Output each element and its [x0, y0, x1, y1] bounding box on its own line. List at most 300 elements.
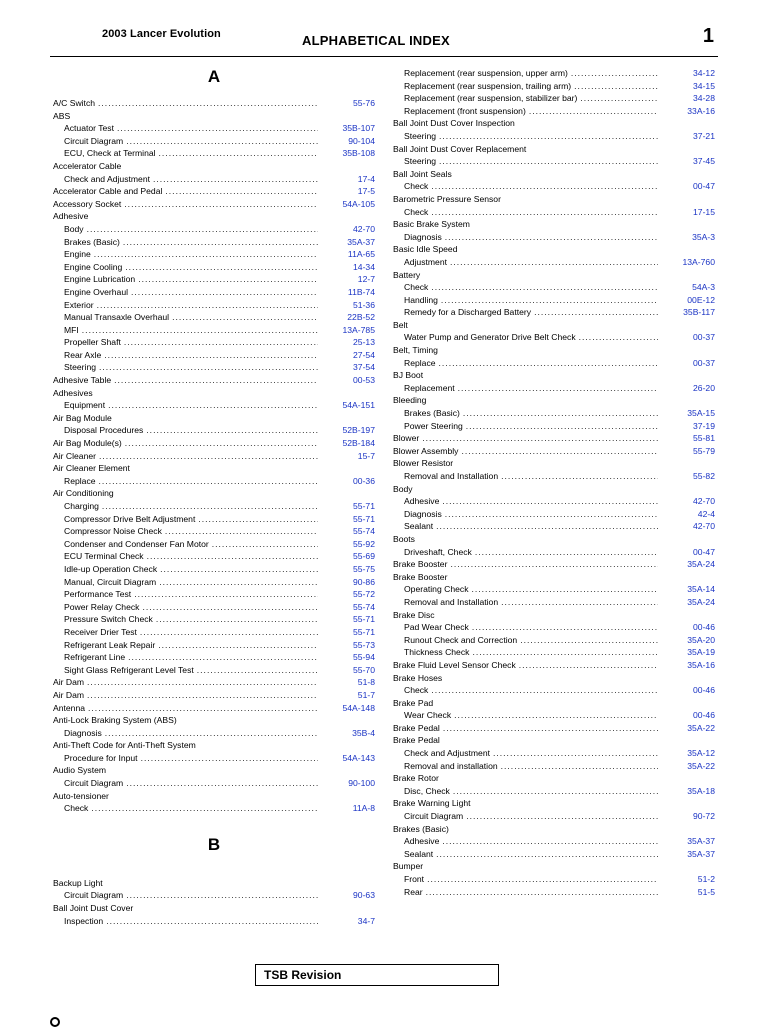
index-subentry: [393, 420, 715, 433]
index-subentry: [53, 727, 375, 740]
entry-label: Replace: [64, 475, 96, 486]
dot-leader: [463, 407, 658, 420]
dot-leader: [165, 525, 318, 538]
index-subentry: [53, 752, 375, 765]
page-reference-link[interactable]: 55-71: [353, 614, 375, 625]
dot-leader: [198, 513, 318, 526]
entry-label: Check: [404, 181, 429, 192]
index-entry: [53, 374, 375, 387]
page-reference-link[interactable]: 90-72: [693, 811, 715, 822]
entry-label: Steering: [404, 130, 437, 141]
index-subentry: [393, 306, 715, 319]
page-reference-link[interactable]: 42-70: [353, 223, 375, 234]
dot-leader: [450, 256, 658, 269]
index-subentry: [53, 248, 375, 261]
index-entry: [393, 571, 715, 584]
dot-leader: [579, 331, 658, 344]
page-reference-link[interactable]: 34-28: [693, 93, 715, 104]
dot-leader: [427, 873, 658, 886]
page-reference-link[interactable]: 90-63: [353, 890, 375, 901]
page-reference-link[interactable]: 37-21: [693, 130, 715, 141]
page-reference-link[interactable]: 35A-22: [687, 760, 715, 771]
page-reference-link[interactable]: 00-53: [353, 375, 375, 386]
index-subentry: [53, 538, 375, 551]
page-reference-link[interactable]: 55-74: [353, 526, 375, 537]
index-subentry: [393, 873, 715, 886]
entry-label: Sealant: [404, 848, 434, 859]
index-subentry: [393, 256, 715, 269]
page-reference-link[interactable]: 22B-52: [347, 312, 375, 323]
page-reference-link[interactable]: 00-47: [693, 181, 715, 192]
entry-label: Receiver Drier Test: [64, 626, 137, 637]
dot-leader: [493, 747, 658, 760]
page-reference-link[interactable]: 37-45: [693, 156, 715, 167]
page-reference-link[interactable]: 11A-65: [347, 249, 375, 260]
page-reference-link[interactable]: 00-46: [693, 710, 715, 721]
index-subentry: [393, 508, 715, 521]
index-subentry: [53, 563, 375, 576]
entry-label: Bumper: [393, 861, 424, 872]
entry-label: Brake Pedal: [393, 735, 440, 746]
page-reference-link[interactable]: 55-71: [353, 626, 375, 637]
index-subentry: [53, 500, 375, 513]
page-reference-link[interactable]: 52B-184: [342, 438, 375, 449]
entry-label: Idle-up Operation Check: [64, 563, 158, 574]
index-entry: [53, 97, 375, 110]
entry-label: Accelerator Cable: [53, 160, 122, 171]
index-subentry: [393, 646, 715, 659]
page-reference-link[interactable]: 00-37: [693, 332, 715, 343]
index-subentry: [53, 889, 375, 902]
index-subentry: [393, 848, 715, 861]
page-reference-link[interactable]: 55-75: [353, 563, 375, 574]
page-reference-link[interactable]: 55-92: [353, 538, 375, 549]
page-reference-link[interactable]: 55-79: [693, 445, 715, 456]
index-entry: [393, 369, 715, 382]
dot-leader: [124, 336, 318, 349]
entry-label: Air Dam: [53, 689, 85, 700]
page-reference-link[interactable]: 55-69: [353, 551, 375, 562]
entry-label: Air Cleaner Element: [53, 463, 130, 474]
entry-label: Sealant: [404, 521, 434, 532]
page-reference-link[interactable]: 25-13: [353, 337, 375, 348]
dot-leader: [466, 420, 658, 433]
page-reference-link[interactable]: 54A-148: [342, 702, 375, 713]
entry-label: Thickness Check: [404, 647, 470, 658]
page-reference-link[interactable]: 26-20: [693, 382, 715, 393]
dot-leader: [140, 626, 318, 639]
index-entry: [393, 483, 715, 496]
index-subentry: [53, 588, 375, 601]
index-subentry: [393, 520, 715, 533]
dot-leader: [88, 702, 318, 715]
dot-leader: [125, 437, 318, 450]
page-reference-link[interactable]: 55-81: [693, 433, 715, 444]
entry-label: ABS: [53, 110, 71, 121]
page-reference-link[interactable]: 17-4: [357, 173, 375, 184]
page-reference-link[interactable]: 55-82: [693, 471, 715, 481]
page-reference-link[interactable]: 17-15: [693, 206, 715, 217]
index-entry: [393, 117, 715, 130]
page-reference-link[interactable]: 55-73: [353, 639, 375, 650]
entry-label: Remedy for a Discharged Battery: [404, 307, 532, 318]
page-reference-link[interactable]: 35A-19: [687, 647, 715, 658]
page-reference-link[interactable]: 54A-105: [342, 198, 375, 209]
dot-leader: [442, 495, 658, 508]
entry-label: Engine Lubrication: [64, 274, 136, 285]
page-reference-link[interactable]: 34-15: [693, 80, 715, 91]
page-reference-link[interactable]: 37-19: [693, 420, 715, 431]
entry-label: Engine Overhaul: [64, 286, 129, 297]
index-column-left: [53, 67, 375, 927]
entry-label: Body: [393, 483, 413, 494]
entry-label: Replacement: [404, 382, 455, 393]
entry-label: Inspection: [64, 915, 104, 926]
page-reference-link[interactable]: 34-12: [693, 68, 715, 78]
index-entry: [53, 160, 375, 173]
entry-label: Air Conditioning: [53, 488, 114, 499]
entry-label: Brake Booster: [393, 559, 448, 570]
dot-leader: [99, 361, 318, 374]
page-reference-link[interactable]: 42-70: [693, 496, 715, 507]
page-reference-link[interactable]: 35A-24: [687, 559, 715, 570]
index-entry: [393, 218, 715, 231]
index-entry: [393, 722, 715, 735]
entry-label: Engine: [64, 249, 91, 260]
index-subentry: [393, 206, 715, 219]
index-entry: [53, 790, 375, 803]
entry-label: Circuit Diagram: [64, 778, 124, 789]
entry-label: MFI: [64, 324, 79, 335]
page-reference-link[interactable]: 51-2: [697, 874, 715, 884]
tsb-revision-box: TSB Revision: [255, 964, 499, 986]
entry-label: Brakes (Basic): [64, 236, 120, 247]
dot-leader: [102, 500, 318, 513]
index-subentry: [393, 835, 715, 848]
entry-label: Diagnosis: [404, 508, 442, 519]
entry-label: Performance Test: [64, 589, 132, 600]
entry-label: Diagnosis: [64, 727, 102, 738]
index-subentry: [393, 684, 715, 697]
index-entry: [53, 689, 375, 702]
dot-leader: [99, 450, 318, 463]
index-entry: [53, 198, 375, 211]
page-reference-link[interactable]: 35B-107: [342, 123, 375, 134]
page-reference-link[interactable]: 55-72: [353, 589, 375, 600]
entry-label: Rear: [404, 886, 423, 897]
page-reference-link[interactable]: 55-70: [353, 664, 375, 675]
index-entry: [393, 697, 715, 710]
index-subentry: [53, 550, 375, 563]
page-reference-link[interactable]: 13A-785: [342, 324, 375, 335]
entry-label: Bleeding: [393, 395, 427, 406]
page-reference-link[interactable]: 35A-12: [687, 748, 715, 759]
index-subentry: [53, 399, 375, 412]
dot-leader: [114, 374, 318, 387]
page-reference-link[interactable]: 34-7: [357, 915, 375, 926]
page-reference-link[interactable]: 35A-3: [692, 231, 715, 242]
entry-label: Check: [404, 282, 429, 293]
entry-label: Circuit Diagram: [64, 135, 124, 146]
entry-label: Sight Glass Refrigerant Level Test: [64, 664, 194, 675]
page-reference-link[interactable]: 35A-15: [687, 408, 715, 419]
index-entry: [53, 462, 375, 475]
entry-label: Replace: [404, 357, 436, 368]
dot-leader: [197, 664, 318, 677]
section-letter: B: [207, 834, 221, 854]
index-entry: [53, 210, 375, 223]
page-reference-link[interactable]: 42-70: [693, 521, 715, 532]
index-subentry: [53, 261, 375, 274]
entry-label: Ball Joint Dust Cover Replacement: [393, 143, 527, 154]
entry-label: Brake Hoses: [393, 672, 443, 683]
entry-label: Equipment: [64, 400, 106, 411]
dot-leader: [94, 248, 318, 261]
page-reference-link[interactable]: 00-36: [353, 475, 375, 486]
entry-label: Replacement (front suspension): [404, 105, 526, 116]
entry-label: Battery: [393, 269, 421, 280]
page-reference-link[interactable]: 35B-117: [683, 307, 715, 318]
index-subentry: [53, 513, 375, 526]
page-reference-link[interactable]: 90-100: [348, 778, 375, 789]
page-reference-link[interactable]: 54A-3: [692, 282, 715, 293]
index-subentry: [53, 601, 375, 614]
index-subentry: [393, 886, 715, 899]
index-subentry: [53, 626, 375, 639]
page-reference-link[interactable]: 35A-18: [687, 785, 715, 796]
page-reference-link[interactable]: 35B-4: [352, 727, 375, 738]
index-subentry: [393, 470, 715, 483]
index-entry: [393, 319, 715, 332]
page-reference-link[interactable]: 54A-151: [342, 400, 375, 411]
dot-leader: [439, 357, 658, 370]
entry-label: Basic Brake System: [393, 219, 470, 230]
page-reference-link[interactable]: 17-5: [357, 186, 375, 197]
page-reference-link[interactable]: 55-94: [353, 652, 375, 663]
index-column-right: [393, 67, 715, 898]
index-subentry: [53, 639, 375, 652]
page-reference-link[interactable]: 00-46: [693, 622, 715, 633]
index-entry: [53, 764, 375, 777]
dot-leader: [580, 92, 658, 105]
index-subentry: [393, 231, 715, 244]
dot-leader: [165, 185, 318, 198]
dot-leader: [104, 349, 318, 362]
page-reference-link[interactable]: 35A-16: [687, 659, 715, 670]
dot-leader: [571, 67, 658, 80]
entry-label: Power Relay Check: [64, 601, 140, 612]
entry-label: Compressor Drive Belt Adjustment: [64, 513, 196, 524]
index-subentry: [393, 357, 715, 370]
index-subentry: [53, 777, 375, 790]
index-entry: [393, 533, 715, 546]
entry-label: Wear Check: [404, 710, 452, 721]
dot-leader: [158, 639, 318, 652]
dot-leader: [450, 558, 658, 571]
index-entry: [393, 797, 715, 810]
index-entry: [393, 445, 715, 458]
entry-label: Steering: [404, 156, 437, 167]
index-subentry: [393, 583, 715, 596]
index-subentry: [53, 613, 375, 626]
entry-label: Belt: [393, 319, 408, 330]
section-spacer: [53, 815, 375, 835]
page-reference-link[interactable]: 00E-12: [687, 294, 715, 305]
page-reference-link[interactable]: 00-46: [693, 685, 715, 696]
page-reference-link[interactable]: 00-37: [693, 357, 715, 368]
page-reference-link[interactable]: 35A-24: [687, 596, 715, 607]
page-reference-link[interactable]: 35A-14: [687, 584, 715, 595]
page-reference-link[interactable]: 51-5: [697, 886, 715, 897]
page-reference-link[interactable]: 00-47: [693, 546, 715, 557]
dot-leader: [212, 538, 318, 551]
entry-label: ECU, Check at Terminal: [64, 148, 156, 159]
dot-leader: [126, 135, 318, 148]
entry-label: ECU Terminal Check: [64, 551, 144, 562]
entry-label: Adjustment: [404, 256, 447, 267]
entry-label: Brake Disc: [393, 609, 435, 620]
page-reference-link[interactable]: 54A-143: [342, 752, 375, 763]
page-reference-link[interactable]: 35A-37: [687, 836, 715, 847]
dot-leader: [501, 596, 658, 609]
page-reference-link[interactable]: 12-7: [357, 274, 375, 285]
index-subentry: [53, 273, 375, 286]
dot-leader: [117, 122, 318, 135]
entry-label: Accessory Socket: [53, 198, 122, 209]
entry-label: Backup Light: [53, 877, 103, 888]
index-subentry: [393, 67, 715, 80]
index-subentry: [393, 810, 715, 823]
page-reference-link[interactable]: 42-4: [697, 508, 715, 519]
entry-label: Rear Axle: [64, 349, 102, 360]
page-reference-link[interactable]: 37-54: [353, 362, 375, 373]
entry-label: Engine Cooling: [64, 261, 123, 272]
entry-label: Basic Idle Speed: [393, 244, 458, 255]
page-reference-link[interactable]: 15-7: [357, 450, 375, 461]
entry-label: Manual, Circuit Diagram: [64, 576, 157, 587]
entry-label: Adhesive: [53, 211, 89, 222]
dot-leader: [454, 709, 658, 722]
dot-leader: [134, 588, 318, 601]
entry-label: Front: [404, 874, 425, 884]
entry-label: Audio System: [53, 765, 107, 776]
entry-label: Pressure Switch Check: [64, 614, 153, 625]
page-reference-link[interactable]: 11B-74: [347, 286, 375, 297]
entry-label: Air Dam: [53, 677, 85, 688]
page-reference-link[interactable]: 51-7: [357, 689, 375, 700]
index-entry: [53, 739, 375, 752]
entry-label: Disposal Procedures: [64, 425, 144, 436]
index-entry: [393, 823, 715, 836]
dot-leader: [141, 752, 318, 765]
index-subentry: [393, 709, 715, 722]
entry-label: Compressor Noise Check: [64, 526, 162, 537]
index-subentry: [53, 147, 375, 160]
index-entry: [53, 437, 375, 450]
page-reference-link[interactable]: 33A-16: [687, 105, 715, 116]
page-reference-link[interactable]: 35A-20: [687, 634, 715, 645]
page-reference-link[interactable]: 35A-37: [347, 236, 375, 247]
entry-label: Ball Joint Dust Cover Inspection: [393, 118, 515, 129]
entry-label: Charging: [64, 501, 99, 511]
page-reference-link[interactable]: 51-36: [353, 299, 375, 310]
index-entry: [53, 110, 375, 123]
index-entry: [53, 877, 375, 890]
dot-leader: [461, 445, 658, 458]
page-reference-link[interactable]: 27-54: [353, 349, 375, 360]
page-reference-link[interactable]: 55-76: [353, 98, 375, 108]
entry-label: Driveshaft, Check: [404, 546, 472, 557]
page-reference-link[interactable]: 35A-22: [687, 722, 715, 733]
dot-leader: [159, 576, 318, 589]
entry-label: Replacement (rear suspension, trailing arm): [404, 80, 572, 91]
index-subentry: [393, 281, 715, 294]
dot-leader: [529, 105, 658, 118]
entry-label: Check: [404, 206, 429, 217]
page-reference-link[interactable]: 14-34: [353, 261, 375, 272]
index-entry: [53, 676, 375, 689]
entry-label: Steering: [64, 362, 97, 373]
index-subentry: [393, 382, 715, 395]
entry-label: Replacement (rear suspension, upper arm): [404, 68, 568, 78]
entry-label: Circuit Diagram: [64, 890, 124, 901]
page-reference-link[interactable]: 35B-108: [342, 148, 375, 159]
entry-label: Check and Adjustment: [64, 173, 150, 184]
dot-leader: [431, 206, 658, 219]
dot-leader: [472, 646, 658, 659]
entry-label: Handling: [404, 294, 438, 305]
index-entry: [393, 269, 715, 282]
entry-label: Barometric Pressure Sensor: [393, 193, 501, 204]
dot-leader: [126, 777, 318, 790]
page-reference-link[interactable]: 51-8: [357, 677, 375, 688]
index-subentry: [53, 173, 375, 186]
dot-leader: [534, 306, 658, 319]
dot-leader: [439, 155, 658, 168]
page-reference-link[interactable]: 55-71: [353, 513, 375, 524]
index-entry: [393, 394, 715, 407]
index-entry: [393, 193, 715, 206]
index-entry: [393, 558, 715, 571]
entry-label: Antenna: [53, 702, 86, 713]
dot-leader: [431, 684, 658, 697]
index-entry: [393, 344, 715, 357]
page-reference-link[interactable]: 52B-197: [342, 425, 375, 436]
entry-label: Adhesive: [404, 496, 440, 507]
page-reference-link[interactable]: 13A-760: [682, 256, 715, 267]
dot-leader: [87, 223, 318, 236]
index-subentry: [393, 785, 715, 798]
entry-label: Removal and Installation: [404, 596, 499, 607]
index-subentry: [393, 92, 715, 105]
dot-leader: [475, 546, 658, 559]
dot-leader: [501, 760, 658, 773]
dot-leader: [91, 802, 318, 815]
index-subentry: [393, 760, 715, 773]
page-reference-link[interactable]: 55-71: [353, 501, 375, 511]
index-subentry: [393, 634, 715, 647]
entry-label: Replacement (rear suspension, stabilizer bar): [404, 93, 578, 104]
page-reference-link[interactable]: 35A-37: [687, 848, 715, 859]
dot-leader: [106, 915, 318, 928]
dot-leader: [574, 80, 658, 93]
page-reference-link[interactable]: 55-74: [353, 601, 375, 612]
entry-label: Brakes (Basic): [404, 408, 460, 419]
page-reference-link[interactable]: 90-104: [348, 135, 375, 146]
page-reference-link[interactable]: 90-86: [353, 576, 375, 587]
page-reference-link[interactable]: 11A-8: [352, 803, 375, 814]
index-subentry: [393, 294, 715, 307]
